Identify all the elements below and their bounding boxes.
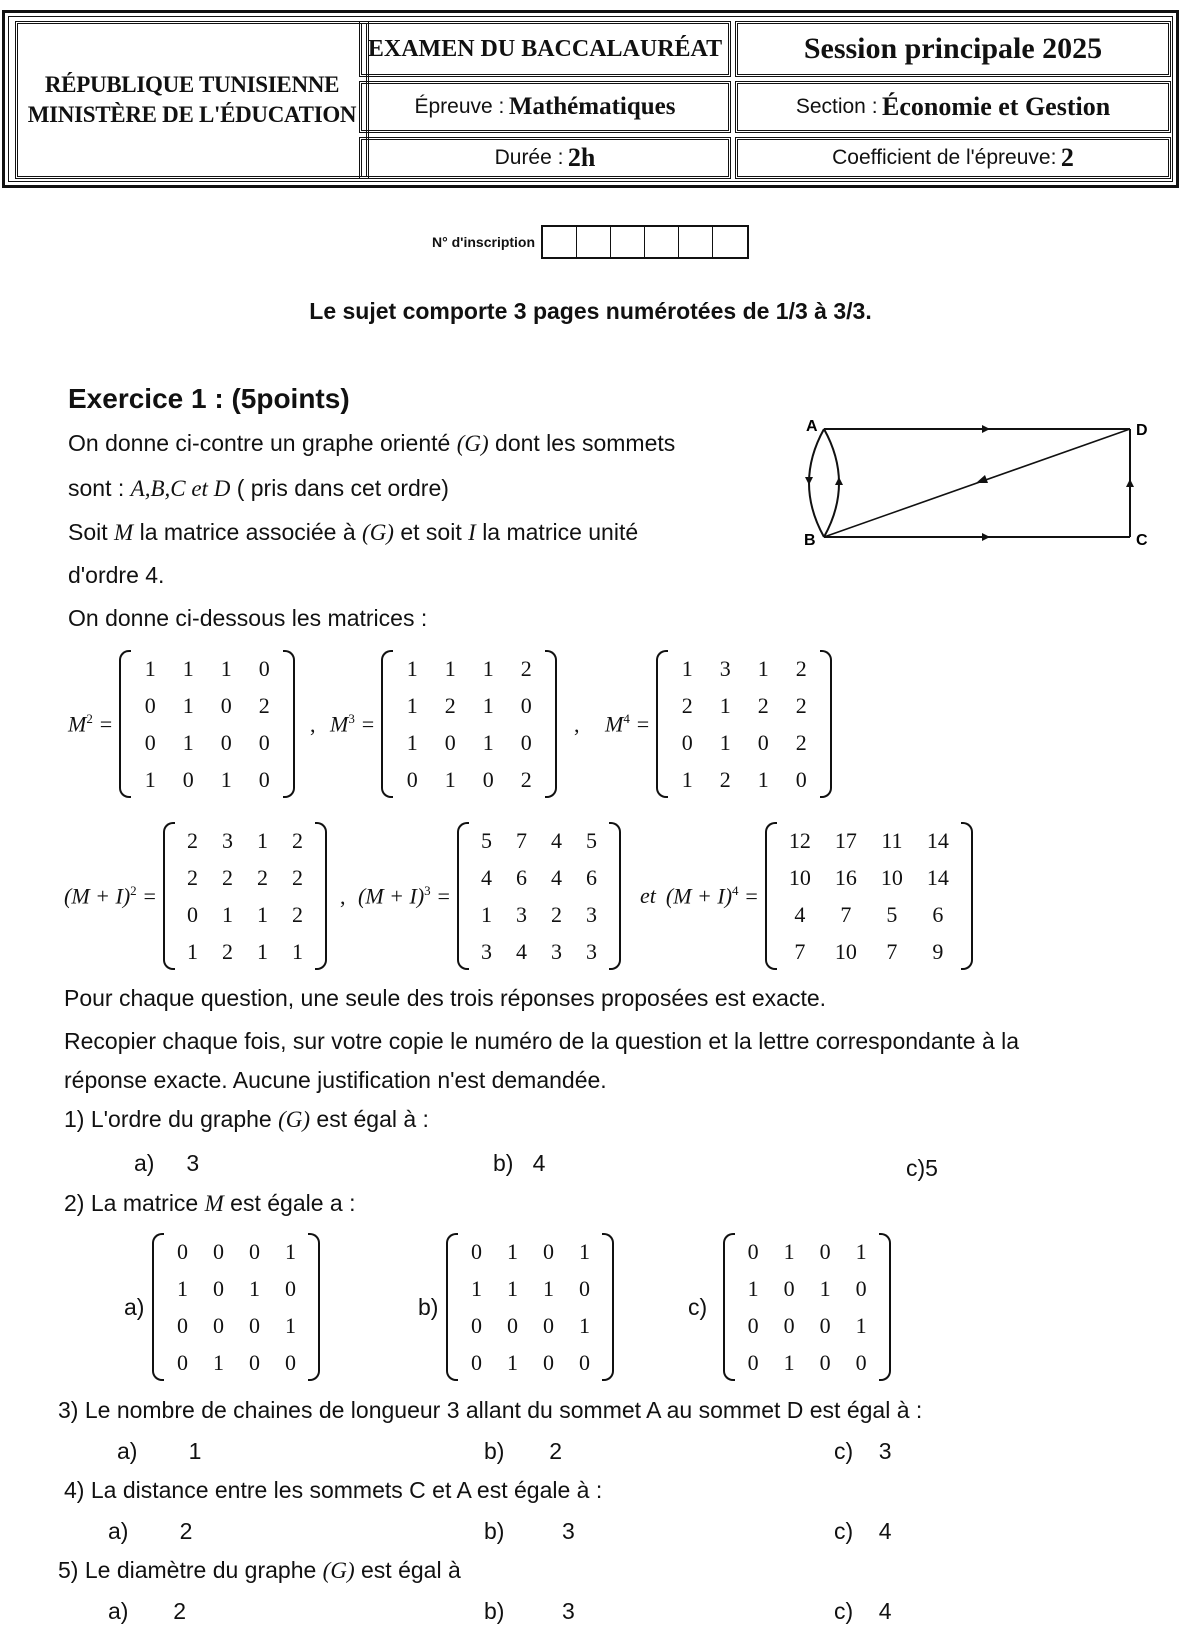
- matrix-cell: 4: [481, 865, 493, 890]
- arrow-head-icon: [976, 475, 988, 483]
- q1-option-b: b) 4: [493, 1150, 546, 1176]
- session-title: Session principale 2025: [803, 32, 1103, 65]
- matrix-cell: 4: [794, 902, 806, 927]
- question-text: est égal à :: [316, 1106, 429, 1132]
- matrix-cell: 2: [795, 693, 807, 718]
- ministry-label: MINISTÈRE DE L'ÉDUCATION: [27, 102, 357, 127]
- matrix-cell: 6: [586, 865, 598, 890]
- intro-line-5: On donne ci-dessous les matrices :: [68, 605, 428, 631]
- inscription-label: N° d'inscription: [432, 234, 536, 250]
- matrix-cell: 2: [795, 656, 807, 681]
- section-label: Section :: [795, 95, 878, 118]
- q3-option-c: c) 3: [834, 1438, 892, 1464]
- matrix-cell: 0: [470, 1313, 482, 1338]
- matrix-cell: 0: [144, 730, 156, 755]
- matrix-grid: [152, 1233, 320, 1381]
- matrix-cell: 0: [470, 1350, 482, 1375]
- matrix-cell: 0: [520, 693, 532, 718]
- matrix-cell: 0: [258, 656, 270, 681]
- q1-option-c: c)5: [906, 1155, 938, 1181]
- matrix-cell: 12: [788, 828, 811, 853]
- matrix-cell: 0: [176, 1239, 188, 1264]
- matrix-cell: 2: [292, 828, 304, 853]
- matrix-cell: 0: [578, 1276, 590, 1301]
- matrix-cell: 0: [542, 1239, 554, 1264]
- matrix-cell: 1: [542, 1276, 554, 1301]
- duree-label: Durée :: [494, 146, 564, 169]
- matrix-cell: 1: [222, 902, 234, 927]
- arrow-head-icon: [982, 533, 990, 541]
- matrix-cell: 1: [144, 767, 156, 792]
- session-box: [735, 21, 1171, 77]
- coef-box: [735, 137, 1171, 179]
- question-1: [64, 1106, 429, 1133]
- matrix-cell: 1: [719, 730, 731, 755]
- matrix-cell: 1: [182, 656, 194, 681]
- matrix-cell: 10: [880, 865, 903, 890]
- edge-a-b: [809, 429, 824, 537]
- intro-text: la matrice associée à: [139, 519, 356, 545]
- node-b-label: B: [804, 532, 816, 549]
- node-d-label: D: [1136, 422, 1148, 439]
- matrix-cell: 0: [681, 730, 693, 755]
- q4-option-b: b) 3: [484, 1518, 575, 1544]
- matrix-cell: 0: [783, 1313, 795, 1338]
- matrix-cell: 2: [257, 865, 269, 890]
- matrix-cell: 1: [482, 693, 494, 718]
- matrix-cell: 0: [542, 1350, 554, 1375]
- matrix-cell: 3: [586, 939, 598, 964]
- q2-option-c: [688, 1233, 891, 1381]
- matrix-label: et $(M + I)^4$ =: [640, 882, 759, 909]
- matrix-cell: 2: [258, 693, 270, 718]
- matrix-cell: 16: [834, 865, 857, 890]
- intro-text: la matrice unité: [482, 519, 639, 545]
- matrix-cell: 0: [747, 1350, 759, 1375]
- arrow-head-icon: [1126, 479, 1134, 487]
- q2-option-b: [418, 1233, 614, 1381]
- matrix-cell: 1: [284, 1313, 296, 1338]
- matrix-cell: 14: [926, 828, 949, 853]
- exam-title-box: [359, 21, 731, 77]
- q3-option-b: b) 2: [484, 1438, 562, 1464]
- matrix-cell: 7: [840, 902, 852, 927]
- matrix-cell: 1: [719, 693, 731, 718]
- matrix-cell: 0: [212, 1239, 224, 1264]
- section-box: [735, 81, 1171, 133]
- matrix-cell: 1: [220, 767, 232, 792]
- matrix-grid: [457, 822, 621, 970]
- intro-line-4: d'ordre 4.: [68, 562, 165, 588]
- matrix-cell: 0: [248, 1313, 260, 1338]
- matrix-cell: 0: [783, 1276, 795, 1301]
- matrix-cell: 0: [506, 1313, 518, 1338]
- matrix-cell: 0: [819, 1350, 831, 1375]
- arrow-head-icon: [835, 477, 843, 485]
- inscription-digit-box[interactable]: [713, 227, 747, 257]
- matrix-label: $(M + I)^3$ =: [358, 882, 452, 909]
- matrix-cell: 1: [220, 656, 232, 681]
- question-text: est égal à: [361, 1557, 461, 1583]
- matrix-cell: 17: [834, 828, 857, 853]
- matrix-label: $(M + I)^2$ =: [64, 882, 158, 909]
- question-3: 3) Le nombre de chaines de longueur 3 allant du sommet A au sommet D est égal à :: [58, 1397, 923, 1423]
- matrix-cell: 4: [551, 828, 563, 853]
- matrix-cell: 0: [248, 1239, 260, 1264]
- matrix-cell: 7: [794, 939, 806, 964]
- matrix-cell: 7: [886, 939, 898, 964]
- matrix-cell: 7: [516, 828, 528, 853]
- matrix-cell: 1: [406, 656, 418, 681]
- matrix-cell: 1: [783, 1239, 795, 1264]
- matrix-cell: 1: [855, 1239, 867, 1264]
- matrix-cell: 11: [881, 828, 903, 853]
- q1-option-a: a) 3: [134, 1150, 200, 1176]
- matrix-cell: 0: [855, 1350, 867, 1375]
- q5-option-b: b) 3: [484, 1598, 575, 1624]
- intro-line-2: [68, 475, 449, 502]
- matrix-cell: 0: [406, 767, 418, 792]
- matrix-cell: 3: [719, 656, 731, 681]
- matrix-label: $M^2$ =: [68, 710, 114, 737]
- matrix-cell: 0: [747, 1239, 759, 1264]
- q5-option-c: c) 4: [834, 1598, 892, 1624]
- matrix-cell: 1: [747, 1276, 759, 1301]
- matrix-cell: 6: [932, 902, 944, 927]
- arrow-head-icon: [982, 425, 990, 433]
- coef-value: 2: [1060, 143, 1074, 172]
- subject-note: Le sujet comporte 3 pages numérotées de 1/3 à 3/3.: [309, 298, 872, 324]
- matrix-cell: 2: [187, 828, 199, 853]
- matrix-cell: 1: [757, 656, 769, 681]
- matrix-cell: 2: [292, 865, 304, 890]
- matrix-cell: 0: [757, 730, 769, 755]
- matrix-cell: 1: [506, 1276, 518, 1301]
- intro-text: et soit: [400, 519, 462, 545]
- matrix-cell: 0: [220, 693, 232, 718]
- matrix-cell: 0: [470, 1239, 482, 1264]
- matrix-cell: 1: [248, 1276, 260, 1301]
- matrix-grid: [119, 650, 295, 798]
- matrix-cell: 1: [819, 1276, 831, 1301]
- matrix-cell: 0: [542, 1313, 554, 1338]
- intro-text: Soit: [68, 519, 108, 545]
- matrix-cell: 1: [482, 656, 494, 681]
- matrix-cell: 1: [144, 656, 156, 681]
- q3-option-a: a) 1: [117, 1438, 202, 1464]
- matrix-cell: 1: [257, 828, 269, 853]
- question-text: 1) L'ordre du graphe: [64, 1106, 272, 1132]
- question-text: 5) Le diamètre du graphe: [58, 1557, 317, 1583]
- matrix-cell: 2: [222, 939, 234, 964]
- matrix-cell: 3: [516, 902, 528, 927]
- matrix-cell: 1: [212, 1350, 224, 1375]
- arrow-head-icon: [805, 477, 813, 485]
- matrix-cell: 0: [747, 1313, 759, 1338]
- matrix-cell: 1: [182, 730, 194, 755]
- graph-symbol: (G): [456, 431, 489, 456]
- matrix-cell: 1: [481, 902, 493, 927]
- matrix-cell: 0: [284, 1276, 296, 1301]
- matrix-cell: 0: [176, 1313, 188, 1338]
- matrix-cell: 1: [482, 730, 494, 755]
- matrix-cell: 5: [586, 828, 598, 853]
- matrix-cell: 2: [551, 902, 563, 927]
- matrix-cell: 1: [681, 767, 693, 792]
- graph-symbol: (G): [278, 1107, 311, 1132]
- oriented-graph-diagram: [800, 415, 1160, 550]
- node-c-label: C: [1136, 532, 1148, 549]
- matrix-cell: 1: [470, 1276, 482, 1301]
- question-text: 2) La matrice: [64, 1190, 199, 1216]
- comma-separator: ,: [340, 884, 346, 909]
- matrix-cell: 4: [516, 939, 528, 964]
- matrix-label: $M^4$ =: [605, 710, 651, 737]
- matrix-grid: [381, 650, 557, 798]
- matrix-cell: 0: [176, 1350, 188, 1375]
- graph-symbol: (G): [322, 1558, 355, 1583]
- matrix-cell: 0: [144, 693, 156, 718]
- inscription-digit-box[interactable]: [543, 227, 577, 257]
- matrix-cell: 4: [551, 865, 563, 890]
- instruction-line-2: Recopier chaque fois, sur votre copie le numéro de la question et la lettre correspondante à la: [64, 1028, 1020, 1054]
- matrix-cell: 0: [482, 767, 494, 792]
- matrix-cell: 10: [788, 865, 811, 890]
- matrix-cell: 2: [520, 656, 532, 681]
- question-5: [58, 1557, 461, 1584]
- matrix-cell: 0: [444, 730, 456, 755]
- matrix-cell: 0: [258, 767, 270, 792]
- matrix-cell: 0: [248, 1350, 260, 1375]
- matrix-grid: [765, 822, 973, 970]
- matrix-cell: 0: [187, 902, 199, 927]
- matrix-cell: 5: [481, 828, 493, 853]
- matrix-cell: 1: [506, 1239, 518, 1264]
- matrix-cell: 1: [783, 1350, 795, 1375]
- matrix-cell: 2: [187, 865, 199, 890]
- matrix-cell: 2: [444, 693, 456, 718]
- matrix-cell: 2: [520, 767, 532, 792]
- intro-line-3: [68, 519, 638, 546]
- matrix-mi2: [64, 822, 327, 970]
- inscription-digit-box[interactable]: [645, 227, 679, 257]
- matrix-m4: [605, 650, 832, 798]
- matrix-cell: 3: [222, 828, 234, 853]
- matrix-cell: 2: [681, 693, 693, 718]
- matrix-mi4: [640, 822, 973, 970]
- instruction-line-3: réponse exacte. Aucune justification n'est demandée.: [64, 1067, 607, 1093]
- matrix-cell: 1: [578, 1313, 590, 1338]
- matrix-grid: [163, 822, 327, 970]
- matrix-cell: 0: [795, 767, 807, 792]
- matrix-cell: 0: [855, 1276, 867, 1301]
- matrix-cell: 1: [257, 939, 269, 964]
- matrix-cell: 6: [516, 865, 528, 890]
- question-4: 4) La distance entre les sommets C et A est égale à :: [64, 1477, 603, 1503]
- matrix-cell: 0: [284, 1350, 296, 1375]
- matrix-cell: 0: [819, 1239, 831, 1264]
- matrix-grid: [446, 1233, 614, 1381]
- matrix-cell: 1: [182, 693, 194, 718]
- republic-label: RÉPUBLIQUE TUNISIENNE: [44, 72, 340, 97]
- matrix-symbol: M: [114, 520, 134, 545]
- matrix-cell: 10: [834, 939, 857, 964]
- option-letter: b): [418, 1293, 439, 1320]
- matrix-cell: 0: [212, 1276, 224, 1301]
- matrix-cell: 1: [855, 1313, 867, 1338]
- matrix-cell: 1: [444, 767, 456, 792]
- matrix-cell: 1: [292, 939, 304, 964]
- matrix-m2: [68, 650, 295, 798]
- matrix-cell: 0: [258, 730, 270, 755]
- matrix-cell: 3: [551, 939, 563, 964]
- coef-label: Coefficient de l'épreuve:: [832, 146, 1057, 169]
- inscription-digit-box[interactable]: [611, 227, 645, 257]
- epreuve-label: Épreuve :: [414, 95, 505, 118]
- vertices-list: A,B,C et D: [130, 476, 231, 501]
- matrix-cell: 14: [926, 865, 949, 890]
- matrix-cell: 5: [886, 902, 898, 927]
- question-2: [64, 1190, 355, 1217]
- comma-separator: ,: [574, 712, 580, 737]
- graph-symbol: (G): [362, 520, 394, 545]
- matrix-cell: 2: [757, 693, 769, 718]
- matrix-m3: [330, 650, 557, 798]
- comma-separator: ,: [310, 712, 316, 737]
- matrix-cell: 0: [212, 1313, 224, 1338]
- matrix-cell: 0: [819, 1313, 831, 1338]
- matrix-grid: [723, 1233, 891, 1381]
- exercise-title: Exercice 1 : (5points): [68, 383, 350, 414]
- question-text: est égale a :: [230, 1190, 356, 1216]
- matrix-label: $M^3$ =: [330, 710, 376, 737]
- matrix-cell: 1: [406, 730, 418, 755]
- q4-option-c: c) 4: [834, 1518, 892, 1544]
- intro-text: ( pris dans cet ordre): [236, 475, 449, 501]
- instruction-line-1: Pour chaque question, une seule des trois réponses proposées est exacte.: [64, 985, 827, 1011]
- intro-line-1: [68, 430, 675, 457]
- q5-option-a: a) 2: [108, 1598, 186, 1624]
- matrix-cell: 3: [586, 902, 598, 927]
- matrix-cell: 3: [481, 939, 493, 964]
- node-a-label: A: [806, 418, 818, 435]
- identity-symbol: I: [468, 520, 476, 545]
- exam-header: [2, 10, 1179, 188]
- matrix-cell: 1: [578, 1239, 590, 1264]
- option-letter: c): [688, 1293, 708, 1320]
- matrix-cell: 2: [795, 730, 807, 755]
- matrix-cell: 1: [257, 902, 269, 927]
- matrix-cell: 1: [176, 1276, 188, 1301]
- institution-box: [15, 21, 369, 179]
- intro-text: sont :: [68, 475, 125, 501]
- epreuve-box: [359, 81, 731, 133]
- matrix-cell: 0: [220, 730, 232, 755]
- matrix-mi3: [358, 822, 621, 970]
- matrix-cell: 1: [757, 767, 769, 792]
- intro-text: On donne ci-contre un graphe orienté: [68, 430, 451, 456]
- matrix-cell: 9: [932, 939, 944, 964]
- matrix-cell: 2: [222, 865, 234, 890]
- q2-option-a: [124, 1233, 320, 1381]
- inscription-boxes[interactable]: [541, 225, 749, 259]
- epreuve-value: Mathématiques: [508, 93, 676, 120]
- matrix-cell: 0: [520, 730, 532, 755]
- matrix-cell: 1: [681, 656, 693, 681]
- inscription-field: [432, 225, 749, 259]
- section-value: Économie et Gestion: [881, 92, 1111, 121]
- matrix-cell: 1: [187, 939, 199, 964]
- exam-title: EXAMEN DU BACCALAURÉAT: [367, 35, 723, 62]
- matrix-symbol: M: [204, 1191, 224, 1216]
- matrix-cell: 1: [284, 1239, 296, 1264]
- matrix-cell: 0: [182, 767, 194, 792]
- duree-value: 2h: [567, 143, 596, 172]
- inscription-digit-box[interactable]: [577, 227, 611, 257]
- matrix-cell: 2: [292, 902, 304, 927]
- matrix-cell: 2: [719, 767, 731, 792]
- inscription-digit-box[interactable]: [679, 227, 713, 257]
- matrix-cell: 1: [406, 693, 418, 718]
- matrix-cell: 1: [506, 1350, 518, 1375]
- matrix-cell: 1: [444, 656, 456, 681]
- matrix-grid: [656, 650, 832, 798]
- duree-box: [359, 137, 731, 179]
- matrix-cell: 0: [578, 1350, 590, 1375]
- q4-option-a: a) 2: [108, 1518, 193, 1544]
- intro-text: dont les sommets: [495, 430, 676, 456]
- option-letter: a): [124, 1293, 145, 1320]
